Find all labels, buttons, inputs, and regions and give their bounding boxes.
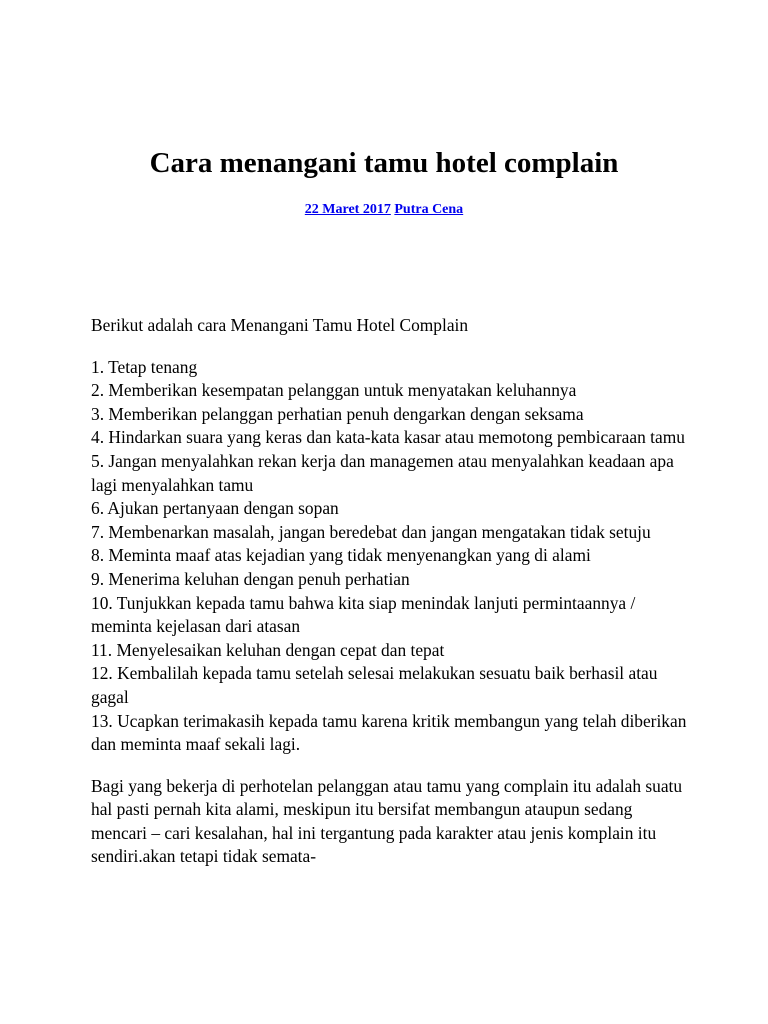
list-item: 11. Menyelesaikan keluhan dengan cepat dan tepat <box>91 639 445 660</box>
list-item: 3. Memberikan pelanggan perhatian penuh dengarkan dengan seksama <box>91 403 584 424</box>
list-item: 6. Ajukan pertanyaan dengan sopan <box>91 498 339 519</box>
article-meta <box>0 200 768 220</box>
author-link[interactable]: Putra Cena <box>394 202 464 217</box>
intro-paragraph: Berikut adalah cara Menangani Tamu Hotel Complain <box>91 315 469 335</box>
list-item: 8. Meminta maaf atas kejadian yang tidak menyenangkan yang di alami <box>91 545 591 566</box>
list-item: 13. Ucapkan terimakasih kepada tamu karena kritik membangun yang telah diberikan dan meminta maaf sekali lagi. <box>91 710 687 755</box>
list-item: 1. Tetap tenang <box>91 356 198 377</box>
page-title: Cara menangani tamu hotel complain <box>149 147 619 179</box>
steps-list <box>91 356 691 757</box>
outro-paragraph: Bagi yang bekerja di perhotelan pelanggan atau tamu yang complain itu adalah suatu hal pasti pernah kita alami, meskipun itu bersifat membangun ataupun sedang mencari – cari kesalahan, hal ini tergantung pada karakter atau jenis komplain itu sendiri.akan tetapi tidak semata- <box>91 775 683 867</box>
list-item: 12. Kembalilah kepada tamu setelah selesai melakukan sesuatu baik berhasil atau gagal <box>91 663 658 707</box>
list-item: 7. Membenarkan masalah, jangan beredebat dan jangan mengatakan tidak setuju <box>91 521 651 542</box>
list-item: 10. Tunjukkan kepada tamu bahwa kita siap menindak lanjuti permintaannya / meminta kejelasan dari atasan <box>91 592 636 637</box>
list-item: 5. Jangan menyalahkan rekan kerja dan managemen atau menyalahkan keadaan apa lagi menyalahkan tamu <box>91 450 674 495</box>
list-item: 4. Hindarkan suara yang keras dan kata-kata kasar atau memotong pembicaraan tamu <box>91 427 685 448</box>
list-item: 2. Memberikan kesempatan pelanggan untuk menyatakan keluhannya <box>91 380 577 401</box>
date-link[interactable]: 22 Maret 2017 <box>304 202 391 217</box>
article-body <box>91 314 691 869</box>
list-item: 9. Menerima keluhan dengan penuh perhatian <box>91 568 410 589</box>
